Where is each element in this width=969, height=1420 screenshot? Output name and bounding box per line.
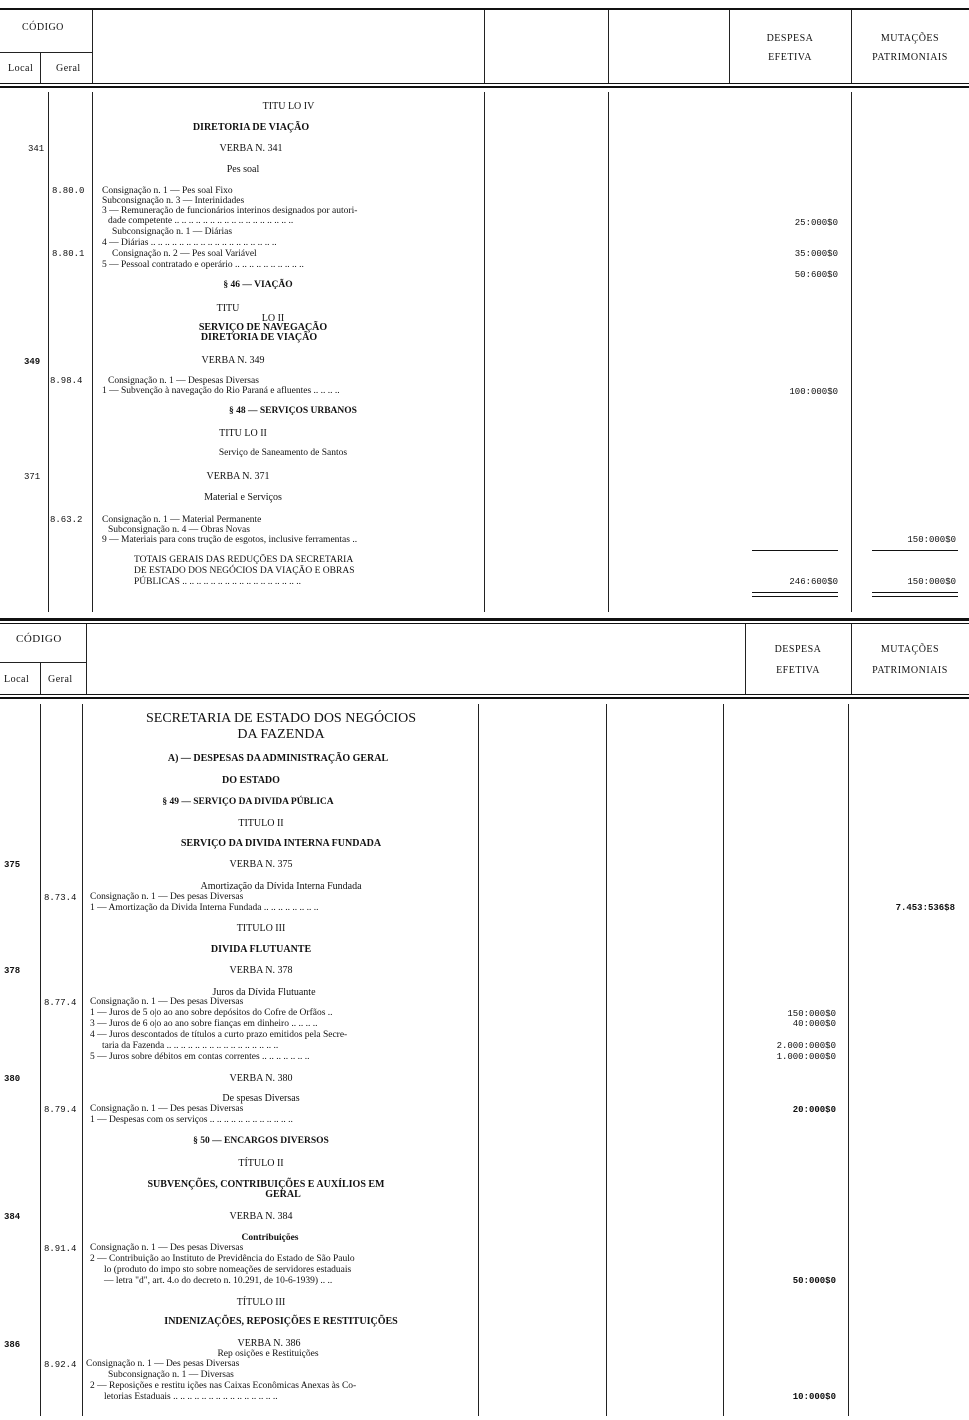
col-line — [851, 92, 852, 612]
juros-heading: Juros da Dívida Flutuante — [212, 987, 316, 998]
subvencoes: SUBVENÇÕES, CONTRIBUIÇÕES E AUXÍLIOS EM — [147, 1179, 385, 1190]
code-divider — [0, 52, 92, 53]
value: 1.000:000$0 — [776, 1052, 836, 1062]
code-geral: 8.92.4 — [44, 1360, 77, 1370]
header-bottom-rule — [0, 694, 969, 695]
item-line: 4 — Juros descontados de títulos a curto prazo emitidos pela Secre- — [90, 1030, 348, 1040]
value: 35:000$0 — [794, 249, 838, 259]
pessoal-heading: Pes soal — [226, 164, 260, 175]
do-estado: DO ESTADO — [222, 775, 280, 786]
code-geral: 8.63.2 — [50, 515, 83, 525]
sum-rule — [872, 592, 958, 593]
code-local: 386 — [4, 1340, 21, 1350]
header-efetiva: EFETIVA — [768, 52, 812, 63]
titulo-a: TITU — [216, 303, 240, 314]
header-bottom-rule — [0, 83, 969, 84]
header-codigo: CÓDIGO — [22, 22, 64, 33]
value: 2.000:000$0 — [776, 1041, 836, 1051]
item-line: 1 — Subvenção à navegação do Rio Paraná e afluentes .. .. .. .. — [102, 386, 340, 396]
col-line — [478, 704, 479, 1416]
item-line: Consignação n. 1 — Des pesas Diversas — [90, 997, 244, 1007]
header-geral: Geral — [56, 63, 81, 74]
secretaria-title-2: DA FAZENDA — [237, 727, 325, 742]
code-local: 375 — [4, 860, 21, 870]
saneamento: Serviço de Saneamento de Santos — [218, 448, 348, 458]
code-divider — [0, 662, 86, 663]
header-bottom-rule-2 — [0, 697, 969, 699]
despesas-diversas-heading: De spesas Diversas — [222, 1093, 300, 1104]
item-line: 1 — Despesas com os serviços .. .. .. .. .. .. .. .. .. .. .. .. — [90, 1115, 293, 1125]
total-value: 150:000$0 — [907, 577, 956, 587]
value: 150:000$0 — [787, 1009, 836, 1019]
code-local: 378 — [4, 966, 21, 976]
item-line: 5 — Juros sobre débitos em contas correntes .. .. .. .. .. .. .. — [90, 1052, 310, 1062]
col-sep — [851, 624, 852, 694]
verba-349: VERBA N. 349 — [201, 355, 265, 366]
verba-384: VERBA N. 384 — [229, 1211, 293, 1222]
verba-375: VERBA N. 375 — [229, 859, 293, 870]
verba-378: VERBA N. 378 — [229, 965, 293, 976]
value: 50:000$0 — [792, 1276, 836, 1286]
header-patrimoniais: PATRIMONIAIS — [872, 665, 948, 676]
item-line: Consignação n. 1 — Despesas Diversas — [108, 376, 259, 386]
reposicoes-heading: Rep osições e Restituições — [217, 1349, 319, 1359]
col-line — [848, 704, 849, 1416]
section-49: § 49 — SERVIÇO DA DIVIDA PÚBLICA — [162, 797, 334, 807]
item-line: letorias Estaduais .. .. .. .. .. .. .. .. .. .. .. .. .. .. .. — [104, 1392, 278, 1402]
titulo-iii-b: TÍTULO III — [236, 1297, 286, 1308]
code-geral: 8.73.4 — [44, 893, 77, 903]
value: 50:600$0 — [794, 270, 838, 280]
titulo-b: LO II — [261, 313, 285, 324]
totais-line: DE ESTADO DOS NEGÓCIOS DA VIAÇÃO E OBRAS — [134, 566, 355, 576]
col-sep — [40, 52, 41, 83]
titulo-iv: TITU LO IV — [262, 101, 315, 112]
header-geral: Geral — [48, 674, 73, 685]
servico-navegacao: SERVIÇO DE NAVEGAÇÃO — [198, 322, 328, 333]
item-line: 2 — Contribuição ao Instituto de Previdência do Estado de São Paulo — [90, 1254, 355, 1264]
code-geral: 8.80.1 — [52, 249, 85, 259]
verba-371: VERBA N. 371 — [206, 471, 270, 482]
header-bottom-rule-2 — [0, 86, 969, 88]
divida-flutuante: DIVIDA FLUTUANTE — [210, 944, 312, 955]
header-mutacoes: MUTAÇÕES — [880, 33, 940, 44]
header-local: Local — [8, 63, 34, 74]
value: 7.453:536$8 — [895, 903, 955, 913]
diretoria-viacao: DIRETORIA DE VIAÇÃO — [192, 122, 310, 133]
col-line — [608, 92, 609, 612]
titulo-ii: TITULO II — [238, 818, 284, 829]
sum-rule — [752, 550, 838, 551]
item-line: 1 — Juros de 5 o|o ao ano sobre depósitos do Cofre de Orfãos .. — [90, 1008, 333, 1018]
despesas-adm: A) — DESPESAS DA ADMINISTRAÇÃO GERAL — [167, 753, 389, 764]
header-mutacoes: MUTAÇÕES — [880, 644, 940, 655]
col-sep — [484, 10, 485, 83]
item-line: 4 — Diárias .. .. .. .. .. .. .. .. .. .. .. .. .. .. .. .. .. .. — [102, 238, 277, 248]
section-rule — [0, 618, 969, 621]
secretaria-title: SECRETARIA DE ESTADO DOS NEGÓCIOS — [146, 711, 416, 726]
code-local: 371 — [24, 472, 41, 482]
code-geral: 8.79.4 — [44, 1105, 77, 1115]
col-sep — [86, 624, 87, 694]
code-geral: 8.98.4 — [50, 376, 83, 386]
item-line: Consignação n. 2 — Pes soal Variável — [112, 249, 257, 259]
sum-rule — [752, 596, 838, 597]
item-line: Consignação n. 1 — Pes soal Fixo — [102, 186, 233, 196]
item-line: — letra "d", art. 4.o do decreto n. 10.291, de 10-6-1939) .. .. — [104, 1276, 333, 1286]
header-efetiva: EFETIVA — [776, 665, 820, 676]
titulo-iii: TITULO III — [236, 923, 286, 934]
value: 20:000$0 — [792, 1105, 836, 1115]
header-patrimoniais: PATRIMONIAIS — [872, 52, 948, 63]
value: 150:000$0 — [907, 535, 956, 545]
code-geral: 8.77.4 — [44, 998, 77, 1008]
amortizacao-heading: Amortização da Dívida Interna Fundada — [200, 881, 362, 892]
code-geral: 8.91.4 — [44, 1244, 77, 1254]
item-line: 9 — Materiais para cons trução de esgotos, inclusive ferramentas .. — [102, 535, 358, 545]
item-line: Subconsignação n. 4 — Obras Novas — [108, 525, 250, 535]
col-line — [48, 92, 49, 612]
verba-341: VERBA N. 341 — [219, 143, 283, 154]
item-line: 5 — Pessoal contratado e operário .. .. .. .. .. .. .. .. .. .. — [102, 260, 304, 270]
item-line: Consignação n. 1 — Des pesas Diversas — [90, 1243, 244, 1253]
totais-line: TOTAIS GERAIS DAS REDUÇÕES DA SECRETARIA — [134, 555, 354, 565]
header-despesa: DESPESA — [774, 644, 822, 655]
col-sep — [40, 662, 41, 694]
col-line — [484, 92, 485, 612]
item-line: taria da Fazenda .. .. .. .. .. .. .. .. .. .. .. .. .. .. .. .. — [102, 1041, 279, 1051]
col-line — [82, 704, 83, 1416]
material-servicos: Material e Serviços — [204, 492, 282, 503]
sum-rule — [872, 596, 958, 597]
col-line — [40, 704, 41, 1416]
value: 25:000$0 — [794, 218, 838, 228]
verba-380: VERBA N. 380 — [229, 1073, 293, 1084]
section-46: § 46 — VIAÇÃO — [223, 280, 293, 290]
section-50: § 50 — ENCARGOS DIVERSOS — [193, 1136, 329, 1146]
col-line — [606, 704, 607, 1416]
totais-line: PÚBLICAS .. .. .. .. .. .. .. .. .. .. .. .. .. .. .. .. .. — [134, 577, 302, 587]
col-sep — [851, 10, 852, 83]
col-sep — [745, 624, 746, 694]
item-line: Subconsignação n. 3 — Interinidades — [102, 196, 245, 206]
value: 40:000$0 — [792, 1019, 836, 1029]
sum-rule — [752, 592, 838, 593]
item-line: Consignação n. 1 — Des pesas Diversas — [90, 892, 244, 902]
col-sep — [729, 10, 730, 83]
value: 100:000$0 — [789, 387, 838, 397]
item-line: 3 — Remuneração de funcionários interinos designados por autori- — [102, 206, 358, 216]
titulo-ii-b: TÍTULO II — [238, 1158, 284, 1169]
section-48: § 48 — SERVIÇOS URBANOS — [229, 406, 357, 416]
subvencoes-2: GERAL — [265, 1189, 301, 1200]
value: 10:000$0 — [792, 1392, 836, 1402]
indenizacoes: INDENIZAÇÕES, REPOSIÇÕES E RESTITUIÇÕES — [164, 1316, 398, 1327]
code-local: 380 — [4, 1074, 21, 1084]
code-local: 341 — [28, 144, 45, 154]
sum-rule — [872, 550, 958, 551]
col-sep — [92, 10, 93, 83]
code-local: 384 — [4, 1212, 21, 1222]
header-despesa: DESPESA — [766, 33, 814, 44]
total-value: 246:600$0 — [789, 577, 838, 587]
item-line: Consignação n. 1 — Material Permanente — [102, 515, 262, 525]
code-geral: 8.80.0 — [52, 186, 85, 196]
contribuicoes-heading: Contribuições — [241, 1233, 299, 1243]
item-line: Consignação n. 1 — Des pesas Diversas — [90, 1104, 244, 1114]
item-line: 1 — Amortização da Divida Interna Fundada .. .. .. .. .. .. .. .. — [90, 903, 319, 913]
item-line: Subconsignação n. 1 — Diversas — [108, 1370, 234, 1380]
col-sep — [608, 10, 609, 83]
titulo-ii: TITU LO II — [219, 428, 267, 439]
section-rule-2 — [0, 623, 969, 624]
item-line: Consignação n. 1 — Des pesas Diversas — [86, 1359, 240, 1369]
item-line: 3 — Juros de 6 o|o ao ano sobre fianças em dinheiro .. .. .. .. — [90, 1019, 318, 1029]
item-line: Subconsignação n. 1 — Diárias — [112, 227, 233, 237]
header-local: Local — [4, 674, 30, 685]
item-line: dade competente .. .. .. .. .. .. .. .. .. .. .. .. .. .. .. .. .. — [108, 216, 294, 226]
verba-386: VERBA N. 386 — [237, 1338, 301, 1349]
item-line: 2 — Reposições e restitu ições nas Caixas Econômicas Anexas às Co- — [90, 1381, 357, 1391]
code-local: 349 — [24, 357, 41, 367]
servico-divida: SERVIÇO DA DIVIDA INTERNA FUNDADA — [180, 838, 382, 849]
item-line: lo (produto do impo sto sobre nomeações de servidores estaduais — [104, 1265, 352, 1275]
header-codigo: CÓDIGO — [16, 633, 62, 645]
diretoria-viacao-2: DIRETORIA DE VIAÇÃO — [200, 332, 318, 343]
